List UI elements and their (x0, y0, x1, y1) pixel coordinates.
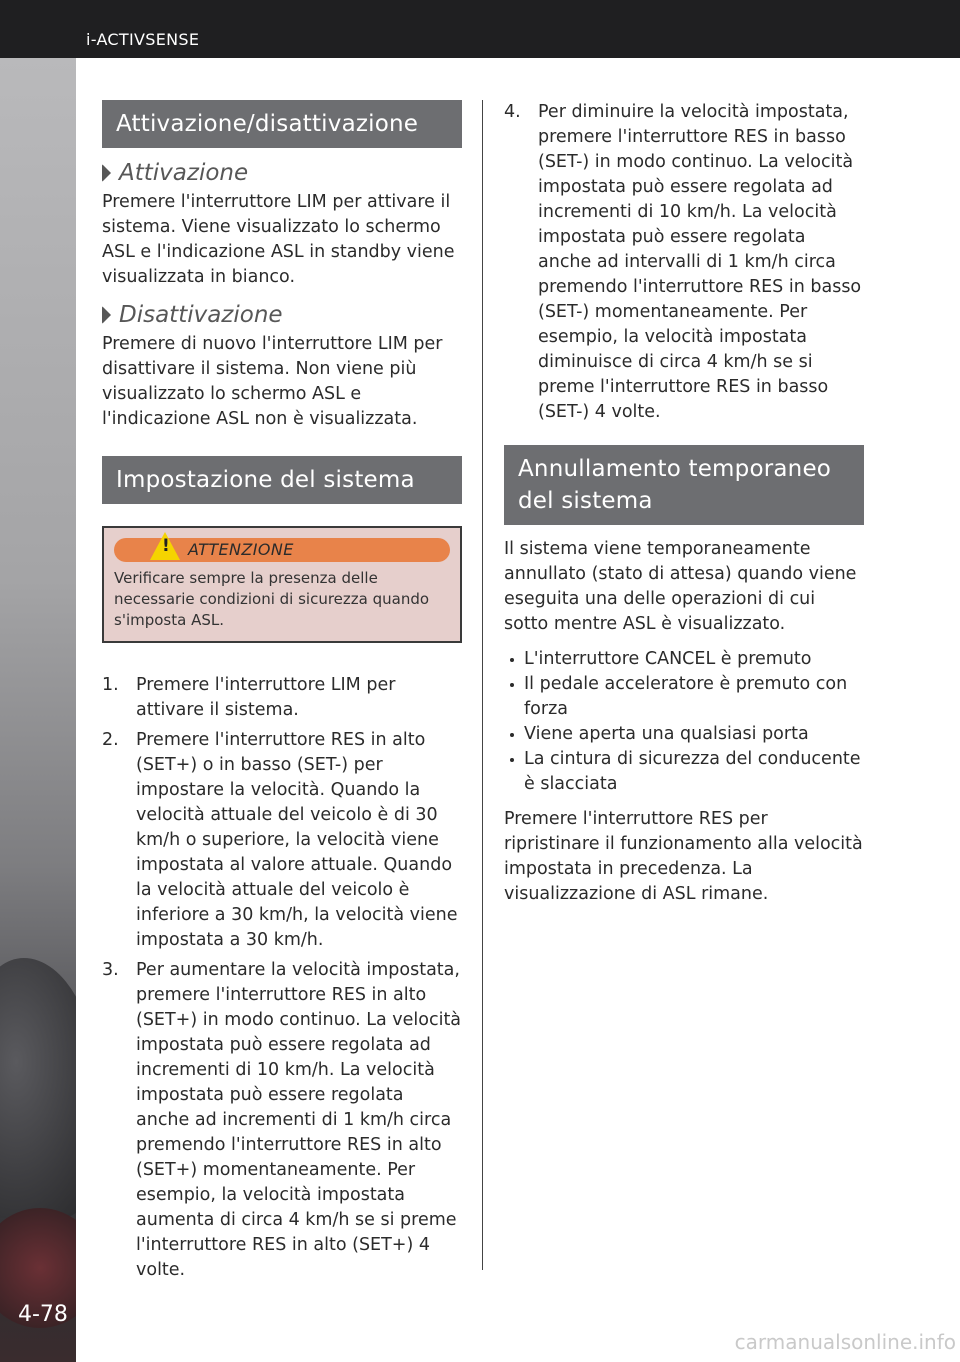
list-item (504, 722, 864, 747)
left-column (102, 100, 462, 1288)
warning-label: ATTENZIONE (188, 540, 294, 559)
watermark-brand: carmanualsonline.info (734, 1330, 956, 1354)
bullet-dot-icon (510, 658, 514, 662)
triangle-bullet-icon (102, 306, 111, 324)
bullet-text: La cintura di sicurezza del conducente è slacciata (524, 749, 861, 794)
step-text: Premere l'interruttore RES in alto (SET+) o in basso (SET-) per impostare la velocità. Quando la velocità attuale del veicolo è di 30 km/h o superiore, la velocità viene impostata al valore attuale. Quando la velocità attuale del veicolo è inferiore a 30 km/h, la velocità viene impostata a 30 km/h. (136, 730, 458, 950)
list-item (102, 728, 462, 953)
bullet-dot-icon (510, 683, 514, 687)
setup-steps (102, 673, 462, 1283)
attivazione-text: Premere l'interruttore LIM per attivare il sistema. Viene visualizzato lo schermo ASL e l'indicazione ASL in standby viene visualizzata in bianco. (102, 192, 455, 287)
subheading-disattivazione (102, 302, 462, 328)
cancel-conditions-list (504, 647, 864, 797)
bullet-text: Viene aperta una qualsiasi porta (524, 724, 809, 744)
section-heading-activation: Attivazione/disattivazione (102, 100, 462, 148)
triangle-bullet-icon (102, 164, 111, 182)
subheading-text: Attivazione (119, 160, 249, 186)
list-item (504, 100, 864, 425)
column-divider (482, 100, 483, 1270)
warning-header (114, 538, 450, 562)
bullet-dot-icon (510, 733, 514, 737)
page-number: 4-78 (18, 1302, 68, 1327)
list-item (102, 958, 462, 1283)
list-item (504, 672, 864, 722)
list-item (504, 647, 864, 672)
warning-text: Verificare sempre la presenza delle necessarie condizioni di sicurezza quando s'imposta ASL. (114, 569, 430, 629)
subheading-text: Disattivazione (119, 302, 283, 328)
bullet-dot-icon (510, 758, 514, 762)
list-item (102, 673, 462, 723)
disattivazione-text: Premere di nuovo l'interruttore LIM per disattivare il sistema. Non viene più visualizzato lo schermo ASL e l'indicazione ASL non è visualizzata. (102, 334, 443, 429)
top-header-bar (0, 0, 960, 58)
setup-steps-continued (504, 100, 864, 425)
cancel-intro-text: Il sistema viene temporaneamente annullato (stato di attesa) quando viene eseguita una delle operazioni di cui sotto mentre ASL è visualizzato. (504, 539, 857, 634)
step-number: 4. (504, 102, 521, 122)
car-interior-image (0, 958, 76, 1218)
subheading-attivazione (102, 160, 462, 186)
step-text: Per aumentare la velocità impostata, premere l'interruttore RES in alto (SET+) in modo continuo. La velocità impostata può essere regolata ad incrementi di 10 km/h. La velocità impostata può essere regolata anche ad incrementi di 1 km/h circa premendo l'interruttore RES in alto (SET+) momentaneamente. Per esempio, la velocità impostata aumenta di circa 4 km/h se si preme l'interruttore RES in alto (SET+) 4 volte. (136, 960, 462, 1280)
list-item (504, 747, 864, 797)
section-heading-cancel: Annullamento temporaneo del sistema (504, 445, 864, 525)
section-heading-setup: Impostazione del sistema (102, 456, 462, 504)
section-title: i-ACTIVSENSE (86, 30, 200, 49)
warning-box (102, 526, 462, 643)
bullet-text: Il pedale acceleratore è premuto con forza (524, 674, 848, 719)
step-number: 1. (102, 675, 119, 695)
step-text: Per diminuire la velocità impostata, premere l'interruttore RES in basso (SET-) in modo continuo. La velocità impostata può essere regolata ad incrementi di 10 km/h. La velocità impostata può essere regolata anche ad intervalli di 1 km/h circa premendo l'interruttore RES in basso (SET-) momentaneamente. Per esempio, la velocità impostata diminuisce di circa 4 km/h se si preme l'interruttore RES in basso (SET-) 4 volte. (538, 102, 862, 422)
step-number: 3. (102, 960, 119, 980)
bullet-text: L'interruttore CANCEL è premuto (524, 649, 812, 669)
right-column (504, 100, 864, 907)
cancel-outro-text: Premere l'interruttore RES per ripristinare il funzionamento alla velocità impostata in precedenza. La visualizzazione di ASL rimane. (504, 809, 863, 904)
step-text: Premere l'interruttore LIM per attivare il sistema. (136, 675, 396, 720)
exclamation-icon: ! (162, 536, 170, 556)
step-number: 2. (102, 730, 119, 750)
sidebar-photo (0, 58, 76, 1362)
